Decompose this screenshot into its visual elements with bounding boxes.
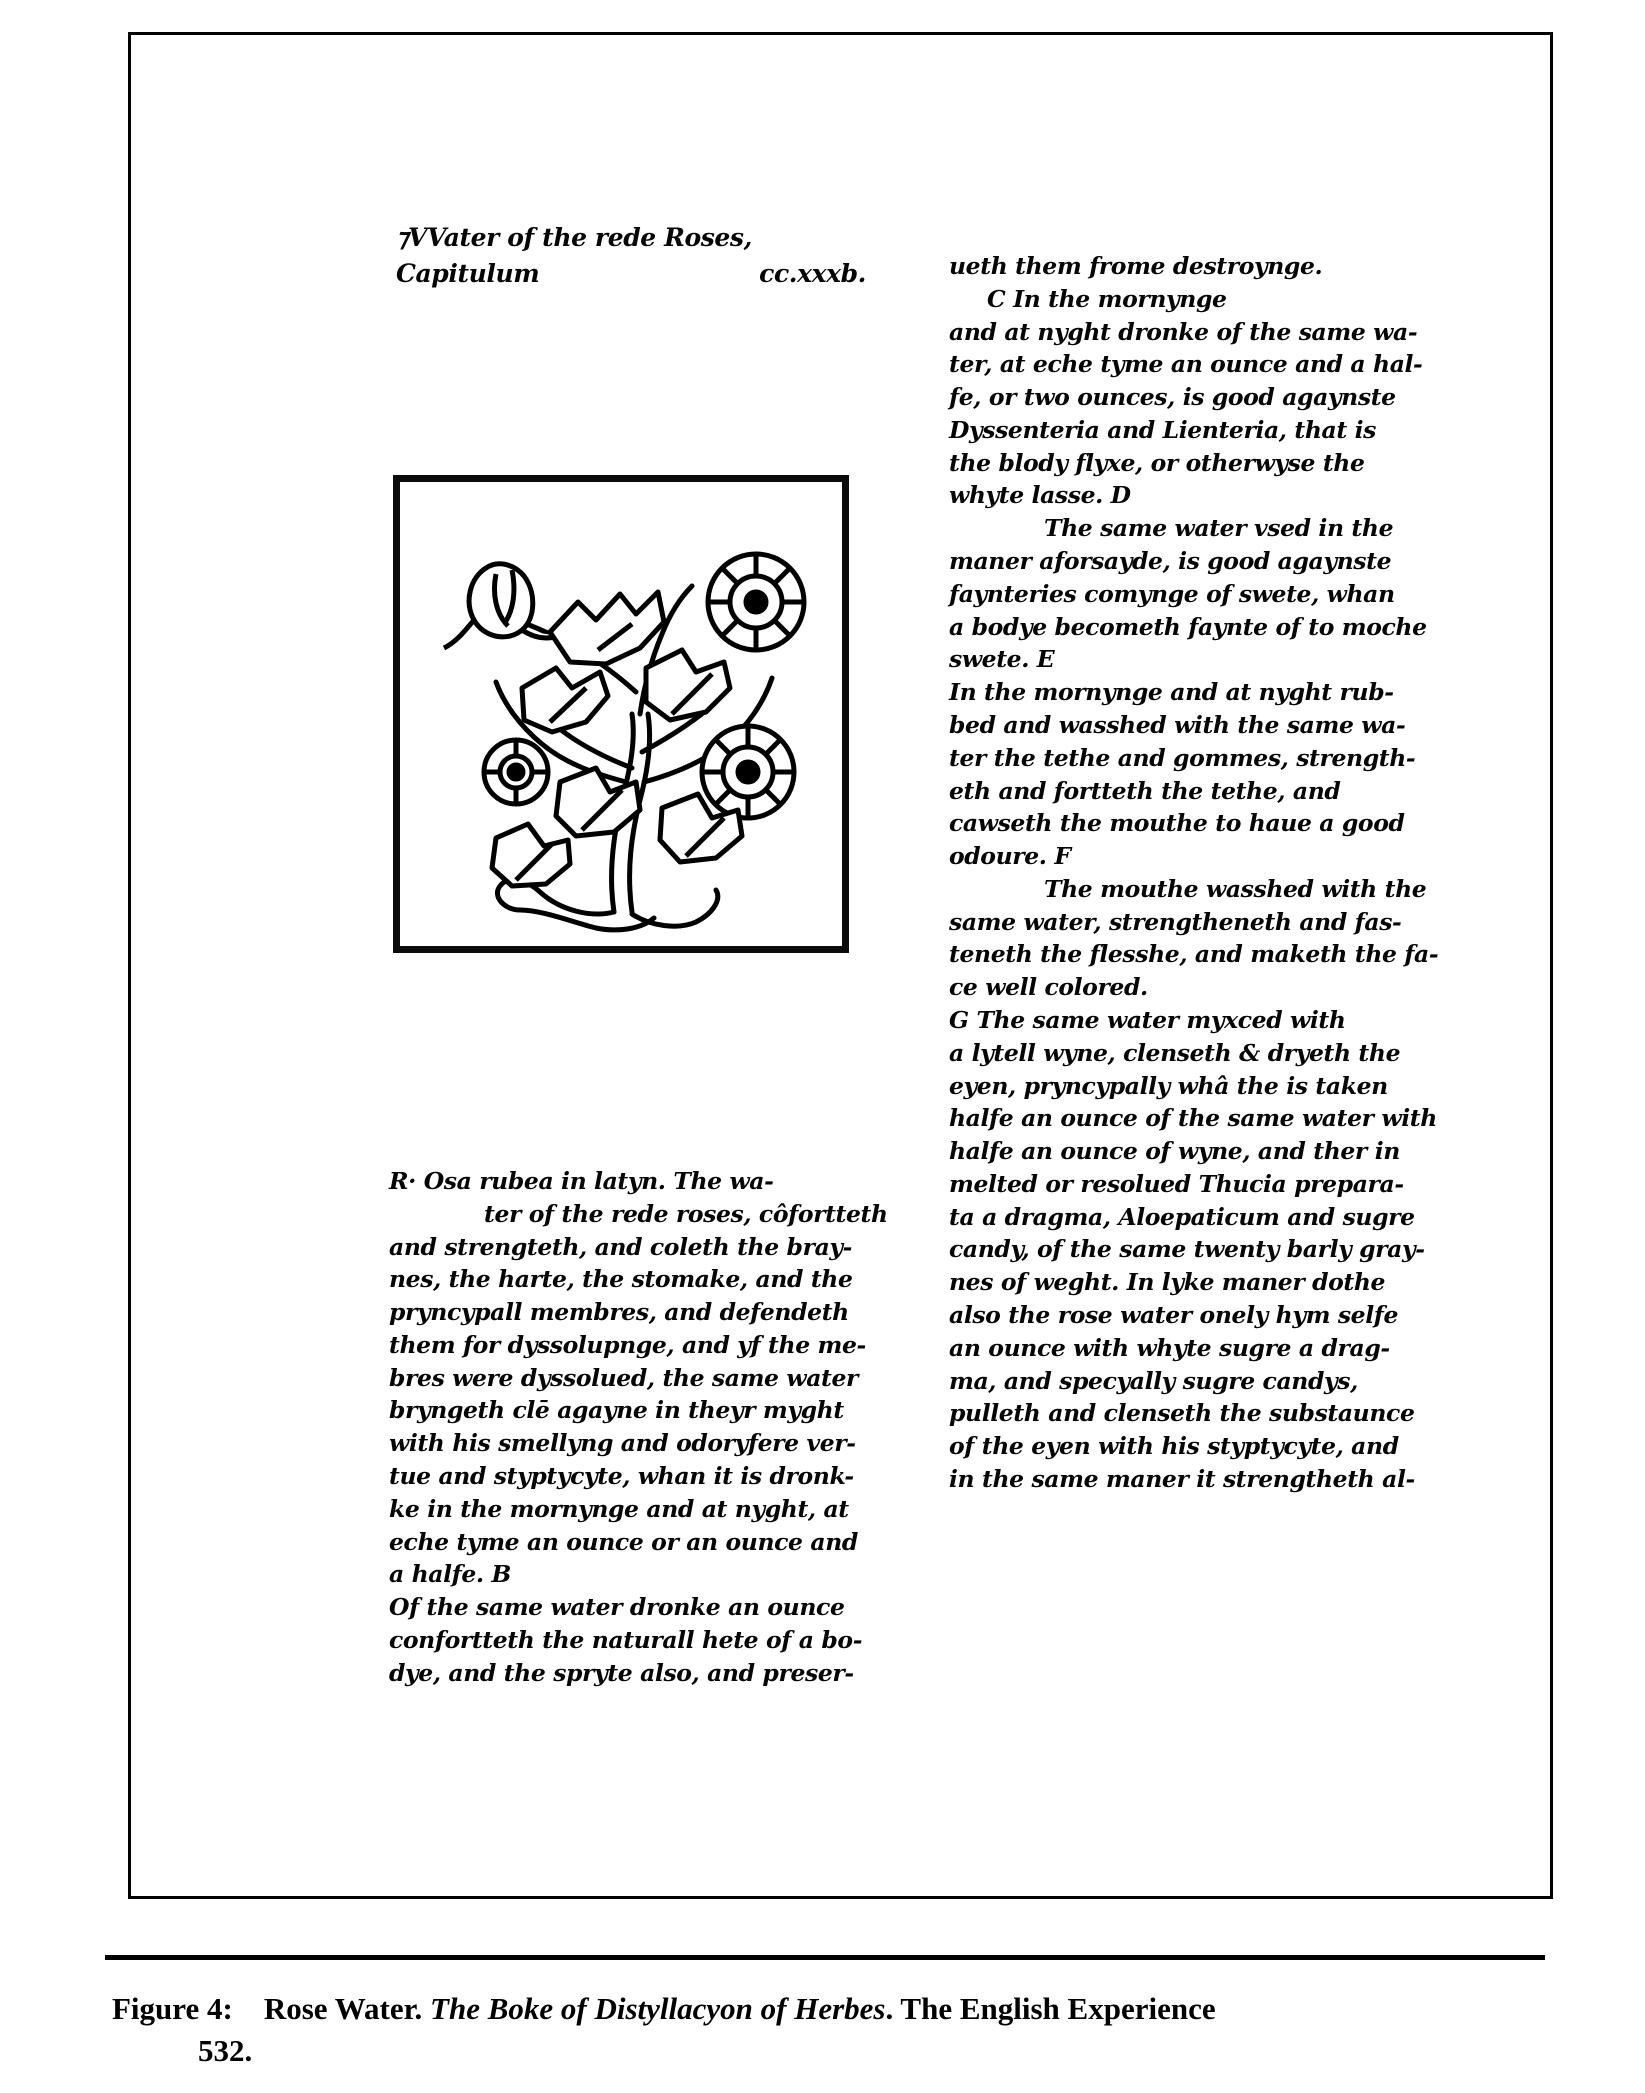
text-line: in the same maner it strengtheth al- <box>949 1464 1415 1493</box>
text-line: eyen, pryncypally whâ the is taken <box>949 1071 1388 1100</box>
text-line: C In the mornynge <box>987 284 1227 313</box>
caption-label: Figure 4: <box>112 1991 233 2026</box>
text-line: bed and wasshed with the same wa- <box>949 710 1406 739</box>
text-line: and strengteth, and coleth the bray- <box>389 1232 853 1261</box>
caption-divider <box>105 1955 1545 1960</box>
text-line: ke in the mornynge and at nyght, at <box>389 1494 849 1523</box>
text-line: Of the same water dronke an ounce <box>389 1593 845 1622</box>
text-line: The mouthe wasshed with the <box>1044 874 1427 903</box>
caption-series: . The English Experience <box>885 1991 1216 2026</box>
text-line: a halfe. B <box>389 1560 511 1589</box>
text-line: bres were dyssolued, the same water <box>389 1363 859 1392</box>
text-line: a bodye becometh faynte of to moche <box>949 612 1427 641</box>
text-line: same water, strengtheneth and fas- <box>949 907 1402 936</box>
text-line: ter of the rede roses, côfortteth <box>484 1199 888 1228</box>
text-line: eche tyme an ounce or an ounce and <box>389 1527 858 1556</box>
caption-number: 532. <box>198 2032 253 2068</box>
text-line: pryncypall membres, and defendeth <box>389 1298 849 1327</box>
text-line: fe, or two ounces, is good agaynste <box>949 383 1396 412</box>
leaf-heading <box>396 220 866 291</box>
text-line: teneth the flesshe, and maketh the fa- <box>949 940 1439 969</box>
text-line: maner aforsayde, is good agaynste <box>949 547 1392 576</box>
text-line: odoure. F <box>949 842 1071 871</box>
heading-line-2 <box>396 256 866 292</box>
folio-number: cc.xxxb. <box>759 258 866 288</box>
woodcut-illustration <box>400 482 842 946</box>
text-line: ta a dragma, Aloepaticum and sugre <box>949 1202 1415 1231</box>
text-line: and at nyght dronke of the same wa- <box>949 317 1418 346</box>
text-line: with his smellyng and odoryfere ver- <box>389 1429 856 1458</box>
facsimile-image <box>131 35 1550 1896</box>
figure-caption <box>112 1988 1562 2072</box>
chapter-word: Capitulum <box>396 258 540 288</box>
text-line: halfe an ounce of the same water with <box>949 1104 1437 1133</box>
caption-title: Rose Water. <box>263 1991 423 2026</box>
text-line: The same water vsed in the <box>1044 514 1394 543</box>
text-line: ma, and specyally sugre candys, <box>949 1366 1358 1395</box>
left-text-column <box>389 1165 886 1690</box>
text-line: nes, the harte, the stomake, and the <box>389 1265 853 1294</box>
text-line: In the mornynge and at nyght rub- <box>949 678 1394 707</box>
rose-bush-woodcut <box>393 475 849 953</box>
text-line: ter, at eche tyme an ounce and a hal- <box>949 350 1423 379</box>
text-line: nes of weght. In lyke maner dothe <box>949 1268 1386 1297</box>
text-line: a lytell wyne, clenseth & dryeth the <box>949 1038 1401 1067</box>
text-line: of the eyen with his styptycyte, and <box>949 1432 1399 1461</box>
text-line: dye, and the spryte also, and preser- <box>389 1658 854 1687</box>
text-line: ter the tethe and gommes, strength- <box>949 743 1416 772</box>
text-line: Dyssenteria and Lienteria, that is <box>949 415 1376 444</box>
text-line: R· Osa rubea in latyn. The wa- <box>389 1167 774 1195</box>
text-line: confortteth the naturall hete of a bo- <box>389 1625 863 1654</box>
text-line: bryngeth clē agayne in theyr myght <box>389 1396 844 1425</box>
facsimile-plate <box>128 32 1553 1899</box>
text-line: also the rose water onely hym selfe <box>949 1301 1398 1329</box>
text-line: candy, of the same twenty barly gray- <box>949 1235 1425 1264</box>
text-line: G The same water myxced with <box>949 1005 1346 1034</box>
caption-source-title: The Boke of Distyllacyon of Herbes <box>430 1991 886 2026</box>
text-line: an ounce with whyte sugre a drag- <box>949 1333 1390 1362</box>
text-line: ce well colored. <box>949 973 1148 1002</box>
text-line: cawseth the mouthe to haue a good <box>949 809 1405 838</box>
text-line: pulleth and clenseth the substaunce <box>949 1399 1415 1428</box>
text-line: them for dyssolupnge, and yf the me- <box>389 1330 866 1359</box>
text-line: the blody flyxe, or otherwyse the <box>949 448 1365 477</box>
heading-line-1: ⁊VVater of the rede Roses, <box>396 223 752 252</box>
text-line: faynteries comynge of swete, whan <box>949 579 1395 608</box>
text-line: swete. E <box>949 645 1055 674</box>
text-line: melted or resolued Thucia prepara- <box>949 1169 1404 1198</box>
text-line: eth and fortteth the tethe, and <box>949 776 1341 805</box>
text-line: tue and styptycyte, whan it is dronk- <box>389 1462 854 1491</box>
text-line: ueth them frome destroynge. <box>949 252 1323 280</box>
right-text-column <box>949 250 1469 1496</box>
text-line: whyte lasse. D <box>949 481 1131 510</box>
text-line: halfe an ounce of wyne, and ther in <box>949 1137 1400 1166</box>
